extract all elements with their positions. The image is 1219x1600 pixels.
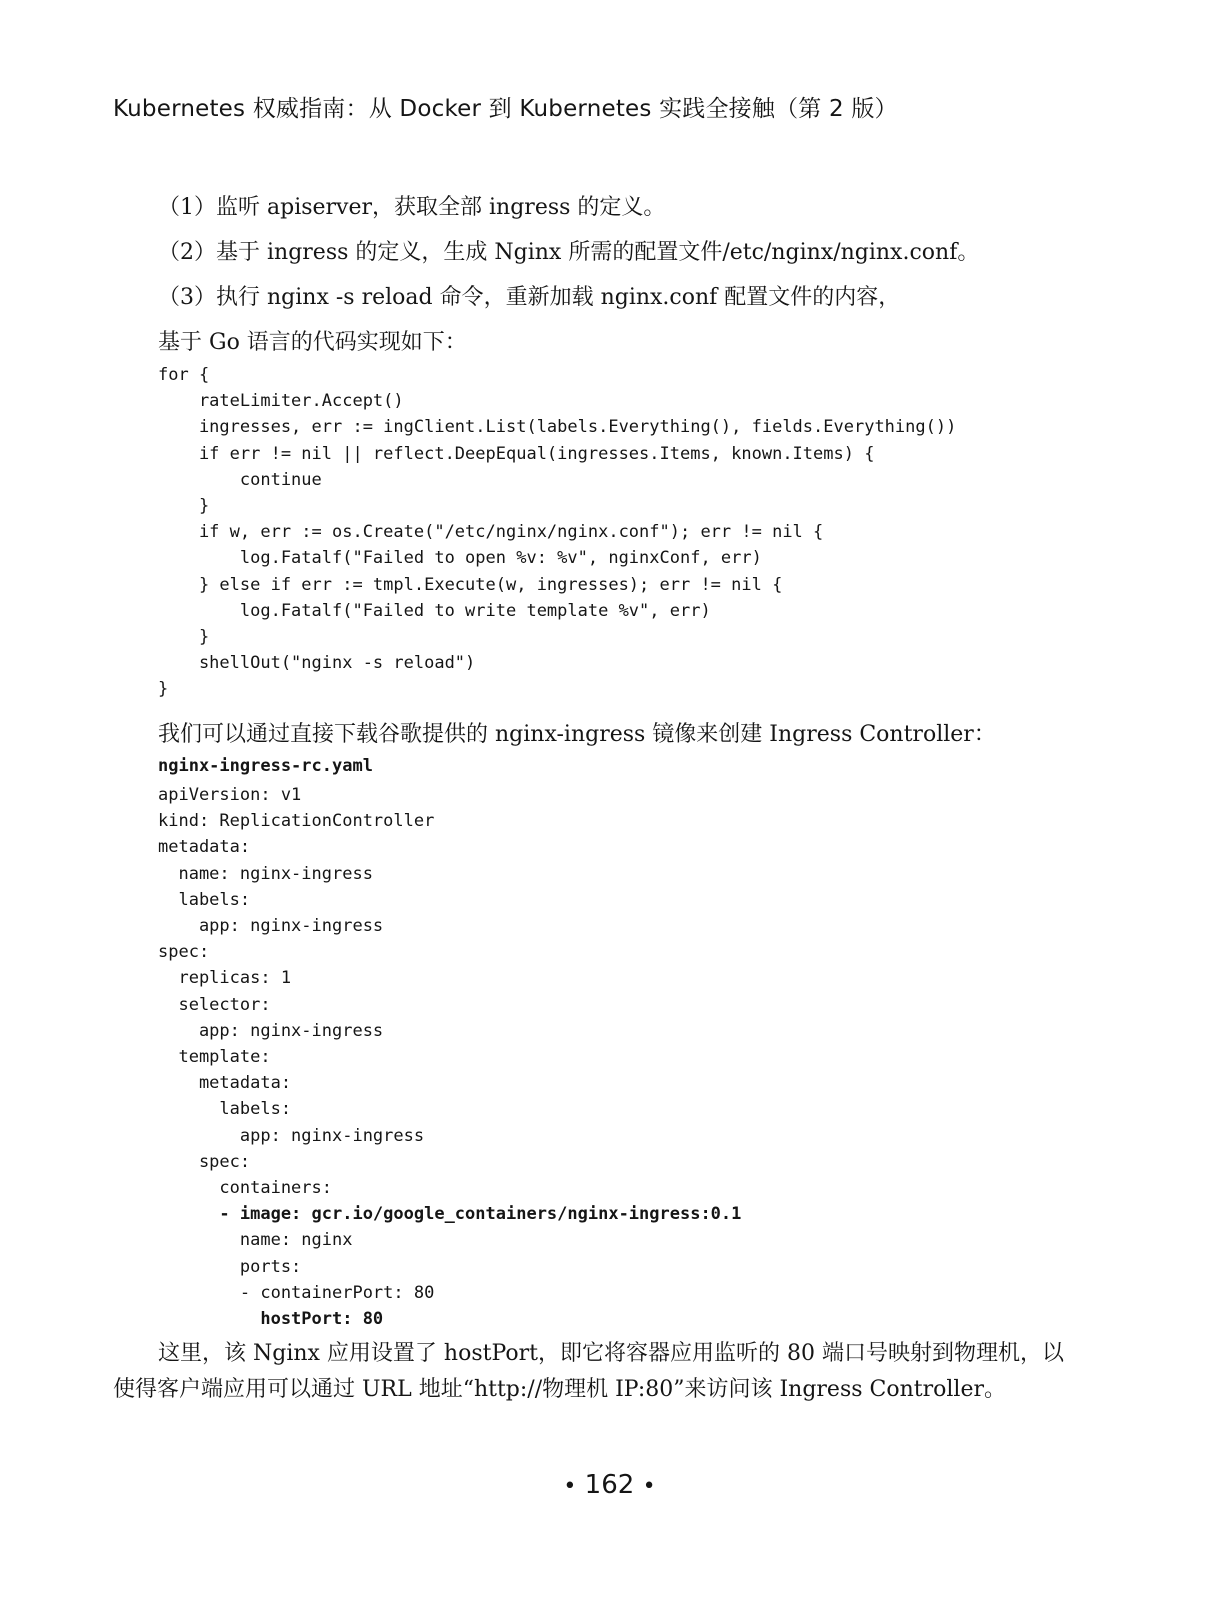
bullet-left: • — [563, 1474, 577, 1499]
yaml-hostport-line: hostPort: 80 — [158, 1309, 384, 1330]
step-list — [158, 185, 979, 365]
page-footer — [0, 1470, 1219, 1500]
yaml-code-block — [158, 782, 741, 1332]
image-intro-paragraph: 我们可以通过直接下载谷歌提供的 nginx-ingress 镜像来创建 Ingress Controller： — [158, 722, 996, 747]
yaml-filename: nginx-ingress-rc.yaml — [158, 756, 373, 776]
closing-line-2: 使得客户端应用可以通过 URL 地址“http://物理机 IP:80”来访问该 Ingress Controller。 — [113, 1377, 1006, 1402]
yaml-lines-upper: apiVersion: v1 kind: ReplicationController metadata: name: nginx-ingress labels: app: nginx-ingress spec: replicas: 1 selector: app: nginx-ingress template: metadata: labels: app: nginx-ingress spec: containers: — [158, 785, 435, 1199]
go-intro-paragraph: 基于 Go 语言的代码实现如下： — [158, 330, 467, 355]
yaml-lines-lower: name: nginx ports: - containerPort: 80 — [239, 1230, 435, 1303]
step-3: （3）执行 nginx -s reload 命令，重新加载 nginx.conf 配置文件的内容， — [158, 285, 901, 310]
bullet-right: • — [642, 1474, 656, 1499]
step-1: （1）监听 apiserver，获取全部 ingress 的定义。 — [158, 195, 666, 220]
running-header: Kubernetes 权威指南：从 Docker 到 Kubernetes 实践全接触（第 2 版） — [113, 96, 898, 122]
yaml-image-line: - image: gcr.io/google_containers/nginx-ingress:0.1 — [158, 1204, 742, 1225]
step-2: （2）基于 ingress 的定义，生成 Nginx 所需的配置文件/etc/nginx/nginx.conf。 — [158, 240, 980, 265]
go-code-block: for { rateLimiter.Accept() ingresses, err := ingClient.List(labels.Everything(), fields.Everything()) if err != nil || reflect.DeepEqual(ingresses.Items, known.Items) { continue } if w, err := os.Create("/etc/nginx/nginx.conf"); err != nil { log.Fatalf("Failed to open %v: %v", nginxConf, err) } else if err := tmpl.Execute(w, ingresses); err != nil { log.Fatalf("Failed to write template %v", err) } shellOut("nginx -s reload") } — [158, 365, 957, 700]
closing-line-1: 这里，该 Nginx 应用设置了 hostPort，即它将容器应用监听的 80 端口号映射到物理机，以 — [158, 1341, 1064, 1366]
page-number: 162 — [584, 1470, 635, 1500]
closing-paragraph — [113, 1336, 1088, 1408]
